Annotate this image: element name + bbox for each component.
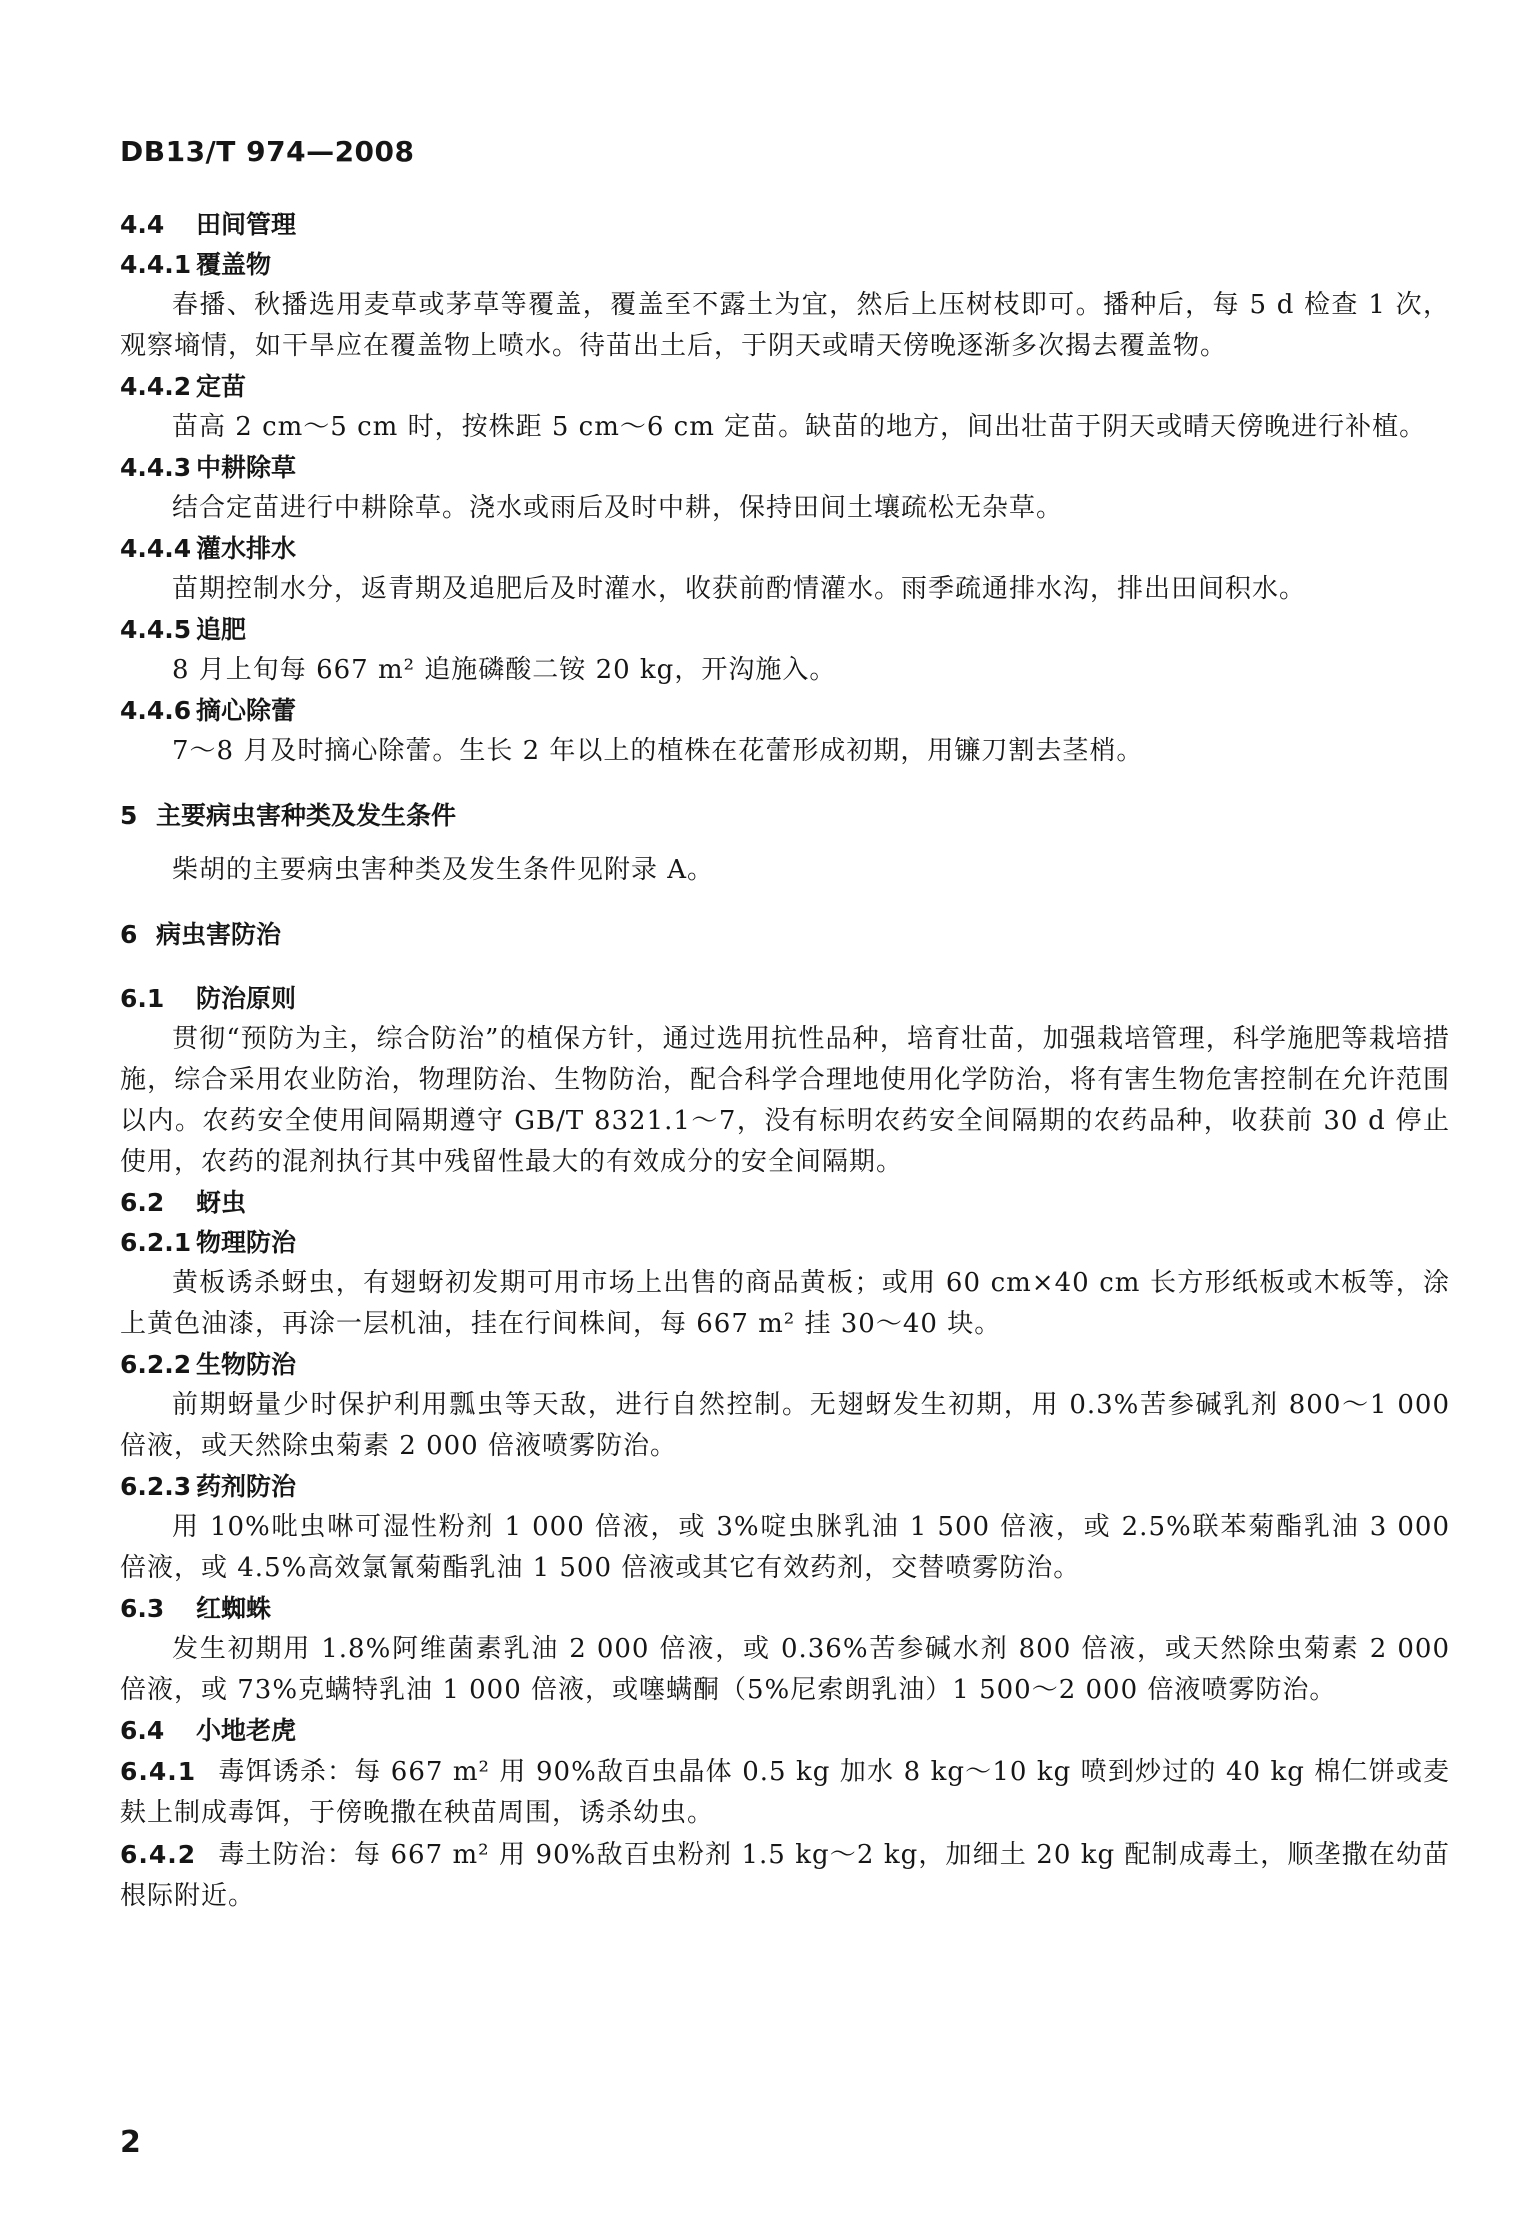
clause-title: 红蜘蛛: [196, 1594, 272, 1623]
heading-4-4-1: [120, 245, 1450, 285]
clause-number: 6.2: [120, 1188, 165, 1217]
clause-number: 4.4.1: [120, 250, 192, 279]
clause-number: 6.4: [120, 1716, 165, 1745]
clause-number: 6.2.3: [120, 1472, 192, 1501]
paragraph-6-1: 贯彻“预防为主，综合防治”的植保方针，通过选用抗性品种，培育壮苗，加强栽培管理，科学施肥等栽培措施，综合采用农业防治，物理防治、生物防治，配合科学合理地使用化学防治，将有害生物危害控制在允许范围以内。农药安全使用间隔期遵守 GB/T 8321.1～7，没有标明农药安全间隔期的农药品种，收获前 30 d 停止使用，农药的混剂执行其中残留性最大的有效成分的安全间隔期。: [120, 1024, 1450, 1177]
clause-title: 灌水排水: [196, 534, 297, 563]
clause-title: 定苗: [196, 372, 247, 401]
clause-title: 覆盖物: [196, 250, 272, 279]
clause-number: 4.4.4: [120, 534, 192, 563]
heading-6-1: [120, 979, 1450, 1019]
paragraph-6-3: 发生初期用 1.8%阿维菌素乳油 2 000 倍液，或 0.36%苦参碱水剂 800 倍液，或天然除虫菊素 2 000 倍液，或 73%克螨特乳油 1 000 倍液，或噻螨酮（5%尼索朗乳油）1 500～2 000 倍液喷雾防治。: [120, 1634, 1450, 1705]
heading-6-2-1: [120, 1223, 1450, 1263]
clause-title: 追肥: [196, 615, 247, 644]
clause-title: 中耕除草: [196, 453, 297, 482]
paragraph-4-4-3: 结合定苗进行中耕除草。浇水或雨后及时中耕，保持田间土壤疏松无杂草。: [172, 493, 1064, 523]
heading-4-4: [120, 205, 1450, 245]
clause-text: 毒土防治：每 667 m² 用 90%敌百虫粉剂 1.5 kg～2 kg，加细土 20 kg 配制成毒土，顺垄撒在幼苗根际附近。: [120, 1840, 1450, 1911]
paragraph-4-4-6: 7～8 月及时摘心除蕾。生长 2 年以上的植株在花蕾形成初期，用镰刀割去茎梢。: [172, 736, 1144, 766]
heading-4-4-3: [120, 448, 1450, 488]
heading-6-2-3: [120, 1467, 1450, 1507]
paragraph-6-2-2: 前期蚜量少时保护利用瓢虫等天敌，进行自然控制。无翅蚜发生初期，用 0.3%苦参碱乳剂 800～1 000 倍液，或天然除虫菊素 2 000 倍液喷雾防治。: [120, 1390, 1450, 1461]
clause-number: 5: [120, 801, 138, 830]
clause-title: 防治原则: [196, 984, 297, 1013]
clause-number: 4.4.2: [120, 372, 192, 401]
clause-text: 毒饵诱杀：每 667 m² 用 90%敌百虫晶体 0.5 kg 加水 8 kg～10 kg 喷到炒过的 40 kg 棉仁饼或麦麸上制成毒饵，于傍晚撒在秧苗周围，诱杀幼虫。: [120, 1757, 1450, 1828]
heading-4-4-6: [120, 691, 1450, 731]
paragraph-6-2-1: 黄板诱杀蚜虫，有翅蚜初发期可用市场上出售的商品黄板；或用 60 cm×40 cm 长方形纸板或木板等，涂上黄色油漆，再涂一层机油，挂在行间株间，每 667 m² 挂 30～40 块。: [120, 1268, 1450, 1339]
heading-6-4: [120, 1711, 1450, 1751]
paragraph-4-4-5: 8 月上旬每 667 m² 追施磷酸二铵 20 kg，开沟施入。: [172, 655, 837, 685]
standard-code-header: DB13/T 974—2008: [120, 135, 415, 168]
clause-number: 6.2.1: [120, 1228, 192, 1257]
clause-title: 蚜虫: [196, 1188, 247, 1217]
paragraph-4-4-1: 春播、秋播选用麦草或茅草等覆盖，覆盖至不露土为宜，然后上压树枝即可。播种后，每 5 d 检查 1 次，观察墒情，如干旱应在覆盖物上喷水。待苗出土后，于阴天或晴天傍晚逐渐多次揭去覆盖物。: [120, 290, 1450, 361]
paragraph-4-4-2: 苗高 2 cm～5 cm 时，按株距 5 cm～6 cm 定苗。缺苗的地方，间出壮苗于阴天或晴天傍晚进行补植。: [172, 412, 1427, 442]
page-number: 2: [120, 2125, 141, 2160]
paragraph-6-4-1: [120, 1751, 1450, 1834]
paragraph-6-4-2: [120, 1834, 1450, 1917]
heading-6-3: [120, 1589, 1450, 1629]
clause-title: 摘心除蕾: [196, 696, 297, 725]
paragraph-4-4-4: 苗期控制水分，返青期及追肥后及时灌水，收获前酌情灌水。雨季疏通排水沟，排出田间积水。: [172, 574, 1307, 604]
clause-title: 生物防治: [196, 1350, 297, 1379]
heading-6-2-2: [120, 1345, 1450, 1385]
clause-title: 药剂防治: [196, 1472, 297, 1501]
heading-6: [120, 915, 1450, 955]
clause-number: 6.4.2: [120, 1840, 197, 1869]
clause-number: 4.4.6: [120, 696, 192, 725]
heading-4-4-2: [120, 367, 1450, 407]
clause-number: 6.3: [120, 1594, 165, 1623]
clause-number: 6: [120, 920, 138, 949]
clause-number: 4.4.5: [120, 615, 192, 644]
heading-4-4-4: [120, 529, 1450, 569]
heading-4-4-5: [120, 610, 1450, 650]
heading-6-2: [120, 1183, 1450, 1223]
document-body: [120, 205, 1450, 1917]
clause-title: 主要病虫害种类及发生条件: [156, 801, 457, 830]
paragraph-5: 柴胡的主要病虫害种类及发生条件见附录 A。: [172, 855, 715, 885]
clause-title: 小地老虎: [196, 1716, 297, 1745]
clause-number: 4.4.3: [120, 453, 192, 482]
clause-title: 物理防治: [196, 1228, 297, 1257]
clause-title: 病虫害防治: [156, 920, 282, 949]
clause-number: 6.2.2: [120, 1350, 192, 1379]
clause-number: 6.1: [120, 984, 165, 1013]
paragraph-6-2-3: 用 10%吡虫啉可湿性粉剂 1 000 倍液，或 3%啶虫脒乳油 1 500 倍液，或 2.5%联苯菊酯乳油 3 000 倍液，或 4.5%高效氯氰菊酯乳油 1 500 倍液或其它有效药剂，交替喷雾防治。: [120, 1512, 1450, 1583]
clause-number: 6.4.1: [120, 1757, 197, 1786]
heading-5: [120, 796, 1450, 836]
clause-number: 4.4: [120, 210, 165, 239]
clause-title: 田间管理: [196, 210, 297, 239]
